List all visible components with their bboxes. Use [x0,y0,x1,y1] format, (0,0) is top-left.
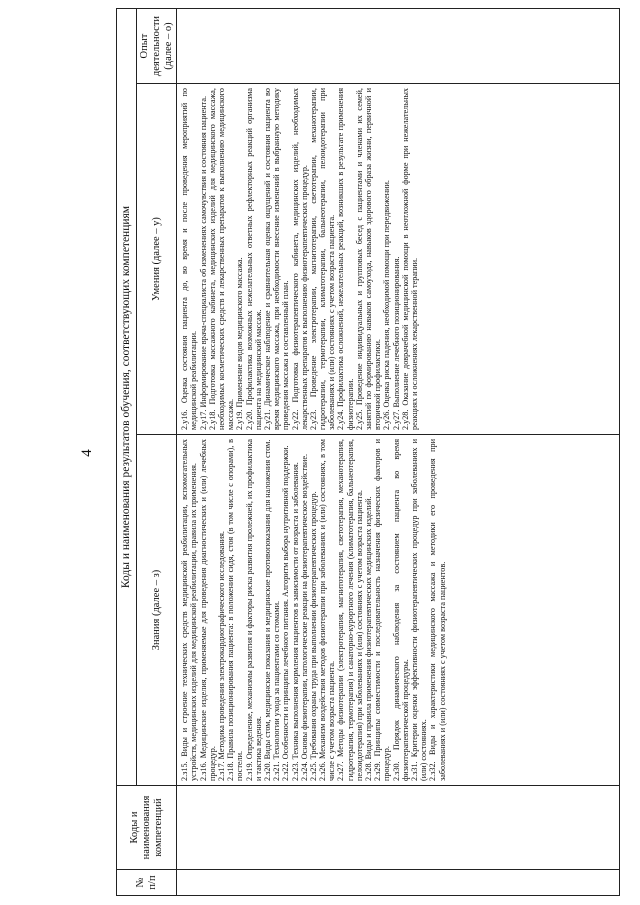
knowledge-item: 2.з21. Технологии ухода за пациентами со стомами. [272,600,282,781]
knowledge-item: 2.з19. Определение, механизмы развития и факторы риска развития пролежней, их профилактика и тактика ведения. [244,439,263,781]
skill-item: 2.у26. Оценка риска падения, необходимой помощи при передвижении. [382,180,392,431]
skill-item: 2.у27. Выполнение лечебного позиционирования. [391,256,401,431]
skill-item: 2.у20. Профилактика возможных нежелательных ответных рефлекторных реакций организма пациента на медицинский массаж. [244,88,263,431]
knowledge-item: 2.з26. Механизм воздействия методов физиотерапии при заболеваниях и (или) состояниях, в том числе с учетом возраста пациента. [318,439,337,781]
knowledge-item: 2.з22. Особенности и принципы лечебного питания. Алгоритм выбора нутритивной поддержки. [281,445,291,781]
skill-item: 2.у22. Подготовка физиотерапевтического кабинета, медицинских изделий, необходимых лекарственных препаратов к выполнению физиотерапевтических процедур. [290,88,309,431]
competencies-table [116,8,620,896]
header-competence-code: Коды и наименования компетенций [117,786,177,870]
knowledge-item: 2.з18. Правила позиционирования пациента: в положении сидя, стоя (в том числе с опорами), в постели. [226,439,245,781]
knowledge-item: 2.з23. Техника выполнения кормления пациентов в зависимости от возраста и заболевания. [290,462,300,781]
skill-item: 2.у18. Подготовка массажного кабинета, медицинских изделий для медицинского массажа, необходимых косметических средств и лекарственных препаратов к выполнению медицинского массажа. [207,88,236,431]
knowledge-item: 2.з30. Порядок динамического наблюдения за состоянием пациента во время физиотерапевтической процедуры. [391,439,410,781]
knowledge-item: 2.з15. Виды и строение технических средств медицинской реабилитации, вспомогательных устройств, медицинских изделий для медицинской реабилитации, правила их применения. [180,439,199,781]
skill-item: 2.у28. Оказание доврачебной медицинской помощи в неотложной форме при нежелательных реакциях и осложнениях лекарственной терапии. [400,88,419,431]
knowledge-item: 2.з25. Требования охраны труда при выполнении физиотерапевтических процедур. [308,491,318,781]
skill-item: 2.у23. Проведение электротерапии, магнитотерапии, светотерапии, механотерапии, гидротерапии, термотерапии, климатотерапии, бальнеотерапии, пелоидотерапии при заболеваниях и (или) состояниях с учетом возраста пациента. [308,88,337,431]
header-knowledge: Знания (далее – з) [137,435,177,786]
cell-number [177,870,620,896]
skill-item: 2.у25. Проведение индивидуальных и групповых бесед с пациентами и членами их семей, занятий по формированию навыков самоухода, навыков здорового образа жизни, первичной и вторичной профилактики. [354,88,383,431]
header-results-group: Коды и наименования результатов обучения, соответствующих компетенциям [117,9,137,786]
skill-item: 2.у21. Динамическое наблюдение и сравнительная оценка ощущений и состояния пациента во время медицинского массажа, при необходимости внесение изменений в выбранную методику проведения массажа и составленный план. [262,88,291,431]
knowledge-item: 2.з24. Основы физиотерапии, патологические реакции на физиотерапевтическое воздействие. [299,453,309,781]
knowledge-item: 2.з31. Критерии оценки эффективности физиотерапевтических процедур при заболеваниях и (или) состояниях. [409,439,429,781]
knowledge-item: 2.з27. Методы физиотерапии (электротерапия, магнитотерапия, светотерапия, механотерапия, гидротерапия, термотерапия) и санаторно-курортного лечения (климатотерапия, бальнеотерапия, пелоидотерапия) при заболеваниях и (или) состояниях с учетом возраста пациента. [336,439,364,781]
skill-item: 2.у19. Применение видов медицинского массажа. [235,257,245,431]
knowledge-item: 2.з16. Медицинские изделия, применяемые для проведения диагностических и (или) лечебных процедур. [198,439,217,781]
cell-competence-code [177,786,620,870]
skills-cell [177,84,620,435]
rotated-table-wrapper [116,8,620,896]
skill-item: 2.у16. Оценка состояния пациента до, во время и после проведения мероприятий по медицинской реабилитации. [180,88,199,431]
knowledge-item: 2.з20. Виды стом, медицинские показания и медицинские противопоказания для наложения стом. [262,439,272,781]
header-experience: Опыт деятельности (далее – о) [137,9,177,84]
knowledge-item: 2.з32. Виды и характеристики медицинского массажа и методики его проведения при заболеваниях и (или) состояниях с учетом возраста пациентов. [428,439,447,781]
skill-item: 2.у17. Информирование врача-специалиста об изменениях самочувствия и состояния пациента. [198,95,208,431]
knowledge-item: 2.з29. Принципы совместимости и последовательность назначения физических факторов и процедур. [373,439,392,781]
header-skills: Умения (далее – у) [137,84,177,435]
page-number: 4 [79,449,95,457]
knowledge-item: 2.з28. Виды и правила применения физиотерапевтических медицинских изделий. [364,496,373,781]
knowledge-item: 2.з17. Методика проведения электрокардиографического исследования. [217,531,226,781]
experience-cell [177,9,620,84]
header-number: № п/п [117,870,177,896]
skill-item: 2.у24. Профилактика осложнений, нежелательных реакций, возникших в результате применения физиотерапии. [336,88,355,431]
knowledge-cell [177,435,620,786]
